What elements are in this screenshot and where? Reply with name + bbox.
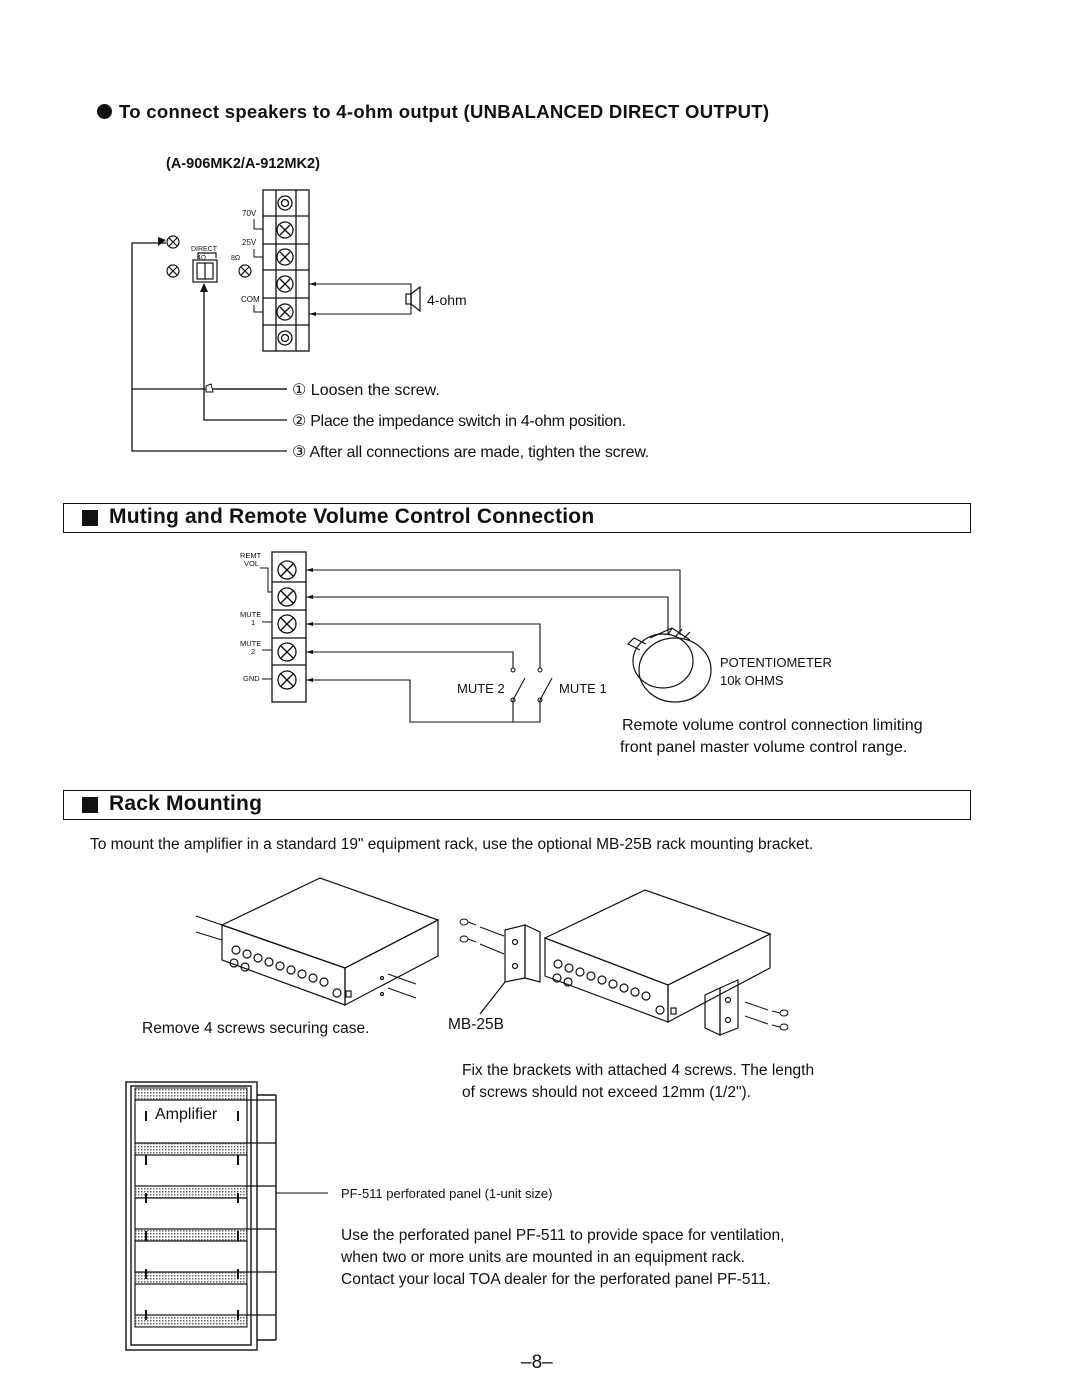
unbalanced-heading: To connect speakers to 4-ohm output (UNBALANCED DIRECT OUTPUT) <box>119 101 770 122</box>
remove-caption: Remove 4 screws securing case. <box>142 1020 370 1037</box>
svg-text:COM: COM <box>241 295 260 304</box>
muting-note-line2: front panel master volume control range. <box>620 739 908 756</box>
svg-text:DIRECT: DIRECT <box>191 246 218 253</box>
svg-text:MUTE: MUTE <box>240 610 262 619</box>
direct-output-diagram <box>0 0 1080 470</box>
svg-text:MUTE: MUTE <box>240 639 262 648</box>
fix-line2: of screws should not exceed 12mm (1/2"). <box>462 1084 751 1101</box>
square-bullet-icon <box>82 510 98 526</box>
panel-label: PF-511 perforated panel (1-unit size) <box>341 1186 553 1201</box>
svg-text:MUTE 2: MUTE 2 <box>457 681 505 696</box>
use-line3: Contact your local TOA dealer for the perforated panel PF-511. <box>341 1271 771 1288</box>
svg-text:1: 1 <box>251 618 256 627</box>
rack-heading: Rack Mounting <box>109 792 263 815</box>
svg-text:MUTE 1: MUTE 1 <box>559 681 607 696</box>
model-label: (A-906MK2/A-912MK2) <box>166 156 320 172</box>
muting-diagram <box>0 540 1080 780</box>
svg-text:25V: 25V <box>242 238 257 247</box>
terminal-block <box>263 190 309 351</box>
muting-note-line1: Remote volume control connection limiting <box>622 717 923 734</box>
step-2: ② Place the impedance switch in 4-ohm position. <box>292 413 626 430</box>
amplifier-label: Amplifier <box>155 1106 218 1123</box>
muting-heading: Muting and Remote Volume Control Connection <box>109 505 595 528</box>
muting-section-header <box>63 503 971 533</box>
hex-nut-icon <box>278 196 292 210</box>
svg-text:2: 2 <box>251 647 256 656</box>
step-1: ① Loosen the screw. <box>292 382 440 399</box>
fix-line1: Fix the brackets with attached 4 screws. The length <box>462 1062 815 1079</box>
step-3: ③ After all connections are made, tighten the screw. <box>292 444 650 461</box>
bracket-label: MB-25B <box>448 1016 504 1033</box>
speaker-icon <box>406 287 420 311</box>
svg-text:10k OHMS: 10k OHMS <box>720 673 784 688</box>
mb-25b-bracket <box>480 925 540 1014</box>
rack-mount-illustration <box>0 870 1080 1040</box>
square-bullet-icon <box>82 797 98 813</box>
hex-nut-icon <box>278 331 292 345</box>
use-line1: Use the perforated panel PF-511 to provide space for ventilation, <box>341 1227 785 1244</box>
rack-section-header <box>63 790 971 820</box>
svg-text:VOL: VOL <box>244 559 260 568</box>
rack-intro: To mount the amplifier in a standard 19" equipment rack, use the optional MB-25B rack mounting bracket. <box>90 836 814 853</box>
svg-text:8Ω: 8Ω <box>231 255 241 262</box>
svg-text:REMT: REMT <box>240 551 262 560</box>
svg-text:POTENTIOMETER: POTENTIOMETER <box>720 655 832 670</box>
svg-text:4-ohm: 4-ohm <box>427 292 467 308</box>
use-line2: when two or more units are mounted in an equipment rack. <box>341 1249 746 1266</box>
svg-text:GND: GND <box>243 674 260 683</box>
svg-text:4Ω: 4Ω <box>197 255 207 262</box>
svg-text:70V: 70V <box>242 209 257 218</box>
page-number: –8– <box>521 1352 553 1373</box>
potentiometer-icon <box>628 628 711 702</box>
